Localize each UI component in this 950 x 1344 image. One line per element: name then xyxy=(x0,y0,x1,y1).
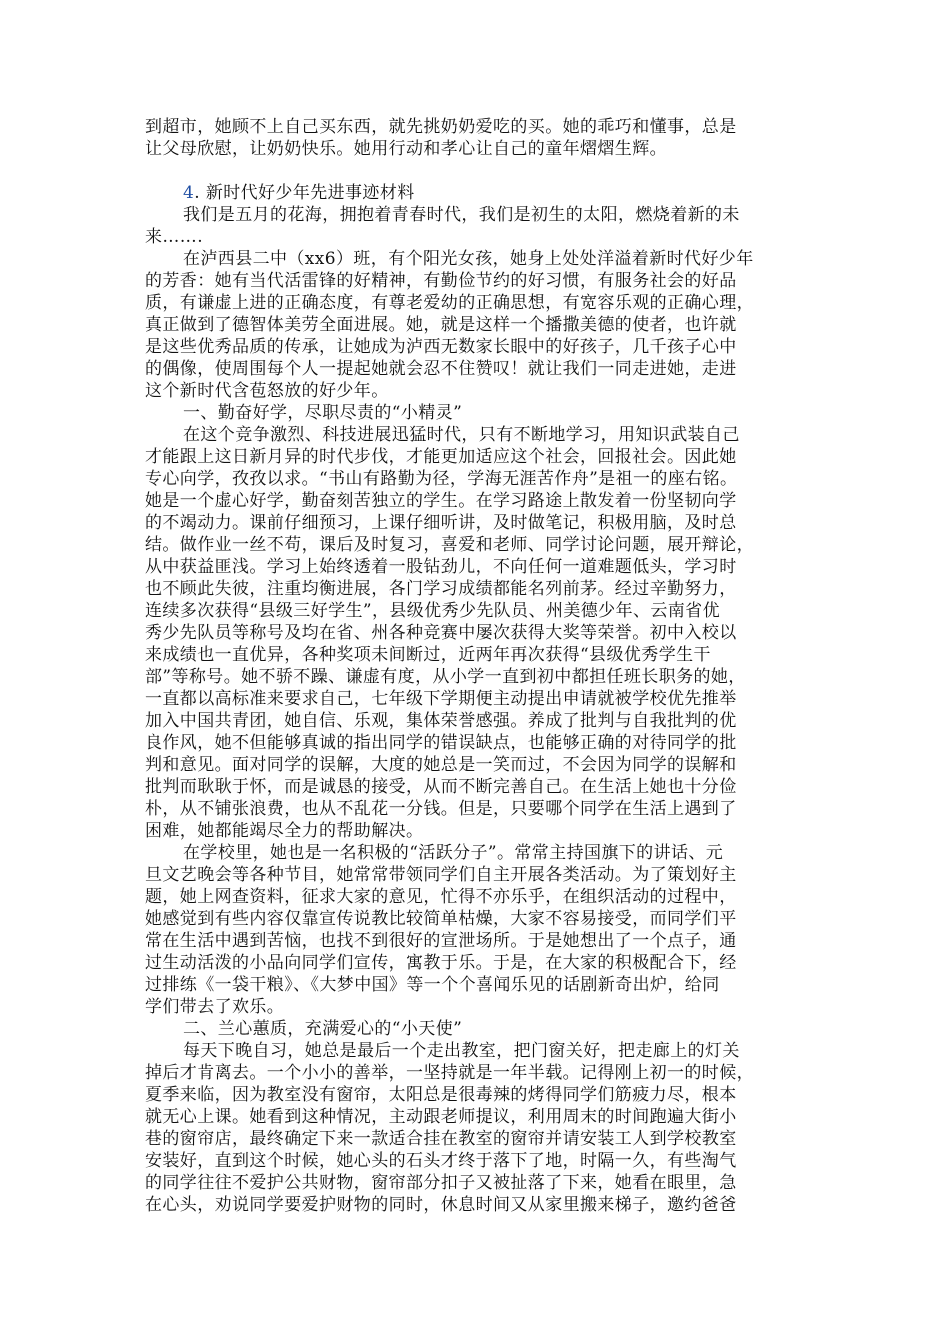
section-number: 4 xyxy=(183,183,195,203)
text-line: 困难，她都能竭尽全力的帮助解决。 xyxy=(145,821,424,841)
text-line: 常在生活中遇到苦恼，也找不到很好的宣泄场所。于是她想出了一个点子，通 xyxy=(145,931,737,951)
text-line: 的偶像，使周围每个人一提起她就会忍不住赞叹！就让我们一同走进她，走进 xyxy=(145,359,737,379)
text-line: 才能跟上这日新月异的时代步伐，才能更加适应这个社会，回报社会。因此她 xyxy=(145,447,737,467)
text-line: 部”等称号。她不骄不躁、谦虚有度，从小学一直到初中都担任班长职务的她， xyxy=(145,667,746,687)
text-line: 秀少先队员等称号及均在省、州各种竞赛中屡次获得大奖等荣誉。初中入校以 xyxy=(145,623,737,643)
text-line: 质，有谦虚上进的正确态度，有尊老爱幼的正确思想，有宽容乐观的正确心理， xyxy=(145,293,754,313)
text-line: 掉后才肯离去。一个小小的善举，一坚持就是一年半载。记得刚上初一的时候， xyxy=(145,1063,754,1083)
text-line: 在这个竞争激烈、科技进展迅猛时代，只有不断地学习，用知识武装自己 xyxy=(183,425,740,445)
text-line: 安装好，直到这个时候，她心头的石头才终于落下了地，时隔一久，有些淘气 xyxy=(145,1151,737,1171)
text-line: 连续多次获得“县级三好学生”，县级优秀少先队员、州美德少年、云南省优 xyxy=(145,601,720,621)
text-line: 我们是五月的花海，拥抱着青春时代，我们是初生的太阳，燃烧着新的未 xyxy=(183,205,740,225)
text-line: 她感觉到有些内容仅靠宣传说教比较简单枯燥，大家不容易接受，而同学们平 xyxy=(145,909,737,929)
text-line: 真正做到了德智体美劳全面进展。她，就是这样一个播撒美德的使者，也许就 xyxy=(145,315,737,335)
text-line: 从中获益匪浅。学习上始终透着一股钻劲儿，不向任何一道难题低头，学习时 xyxy=(145,557,737,577)
text-line: 到超市，她顾不上自己买东西，就先挑奶奶爱吃的买。她的乖巧和懂事，总是 xyxy=(145,117,737,137)
text-line: 一直都以高标准来要求自己，七年级下学期便主动提出申请就被学校优先推举 xyxy=(145,689,737,709)
subheading: 一、勤奋好学，尽职尽责的“小精灵” xyxy=(183,403,463,423)
text-line: 让父母欣慰，让奶奶快乐。她用行动和孝心让自己的童年熠熠生辉。 xyxy=(145,139,667,159)
paragraph-gap xyxy=(145,160,805,182)
text-line: 旦文艺晚会等各种节目，她常常带领同学们自主开展各类活动。为了策划好主 xyxy=(145,865,737,885)
text-line: 学们带去了欢乐。 xyxy=(145,997,285,1017)
text-line: 的同学往往不爱护公共财物，窗帘部分扣子又被扯落了下来，她看在眼里，急 xyxy=(145,1173,737,1193)
text-line: 过生动活泼的小品向同学们宣传，寓教于乐。于是，在大家的积极配合下，经 xyxy=(145,953,737,973)
text-line: 夏季来临，因为教室没有窗帘，太阳总是很毒辣的烤得同学们筋疲力尽，根本 xyxy=(145,1085,737,1105)
text-line: 在泸西县二中（xx6）班，有个阳光女孩，她身上处处洋溢着新时代好少年 xyxy=(183,249,754,269)
section-title: . 新时代好少年先进事迹材料 xyxy=(194,183,415,203)
text-line: 加入中国共青团，她自信、乐观，集体荣誉感强。养成了批判与自我批判的优 xyxy=(145,711,737,731)
document-page xyxy=(145,116,805,1216)
text-line: 朴，从不铺张浪费，也从不乱花一分钱。但是，只要哪个同学在生活上遇到了 xyxy=(145,799,737,819)
text-line: 批判而耿耿于怀，而是诚恳的接受，从而不断完善自己。在生活上她也十分俭 xyxy=(145,777,737,797)
text-line: 在心头，劝说同学要爱护财物的同时，休息时间又从家里搬来梯子，邀约爸爸 xyxy=(145,1195,737,1215)
text-line: 来……. xyxy=(145,227,204,247)
text-line: 专心向学，孜孜以求。“书山有路勤为径，学海无涯苦作舟”是祖一的座右铭。 xyxy=(145,469,738,489)
text-line: 这个新时代含苞怒放的好少年。 xyxy=(145,381,389,401)
text-line: 来成绩也一直优异，各种奖项未间断过，近两年再次获得“县级优秀学生干 xyxy=(145,645,711,665)
text-line: 结。做作业一丝不苟，课后及时复习，喜爱和老师、同学讨论问题，展开辩论， xyxy=(145,535,754,555)
text-line: 是这些优秀品质的传承，让她成为泸西无数家长眼中的好孩子，几千孩子心中 xyxy=(145,337,737,357)
text-line: 也不顾此失彼，注重均衡进展，各门学习成绩都能名列前茅。经过辛勤努力， xyxy=(145,579,737,599)
text-line: 就无心上课。她看到这种情况，主动跟老师提议，利用周末的时间跑遍大街小 xyxy=(145,1107,737,1127)
paragraph-intro xyxy=(145,116,805,160)
text-line: 在学校里，她也是一名积极的“活跃分子”。常常主持国旗下的讲话、元 xyxy=(183,843,724,863)
text-line: 的不竭动力。课前仔细预习，上课仔细听讲，及时做笔记，积极用脑，及时总 xyxy=(145,513,737,533)
text-line: 过排练《一袋干粮》、《大梦中国》等一个个喜闻乐见的话剧新奇出炉，给同 xyxy=(145,975,720,995)
text-line: 她是一个虚心好学，勤奋刻苦独立的学生。在学习路途上散发着一份坚韧向学 xyxy=(145,491,737,511)
text-line: 题，她上网查资料，征求大家的意见，忙得不亦乐乎，在组织活动的过程中， xyxy=(145,887,737,907)
text-line: 的芳香：她有当代活雷锋的好精神，有勤俭节约的好习惯，有服务社会的好品 xyxy=(145,271,737,291)
body-text xyxy=(145,204,805,1216)
text-line: 良作风，她不但能够真诚的指出同学的错误缺点，也能够正确的对待同学的批 xyxy=(145,733,737,753)
subheading: 二、兰心蕙质，充满爱心的“小天使” xyxy=(183,1019,463,1039)
section-heading xyxy=(145,182,805,204)
text-line: 每天下晚自习，她总是最后一个走出教室，把门窗关好，把走廊上的灯关 xyxy=(183,1041,740,1061)
text-line: 巷的窗帘店，最终确定下来一款适合挂在教室的窗帘并请安装工人到学校教室 xyxy=(145,1129,737,1149)
text-line: 判和意见。面对同学的误解，大度的她总是一笑而过，不会因为同学的误解和 xyxy=(145,755,737,775)
